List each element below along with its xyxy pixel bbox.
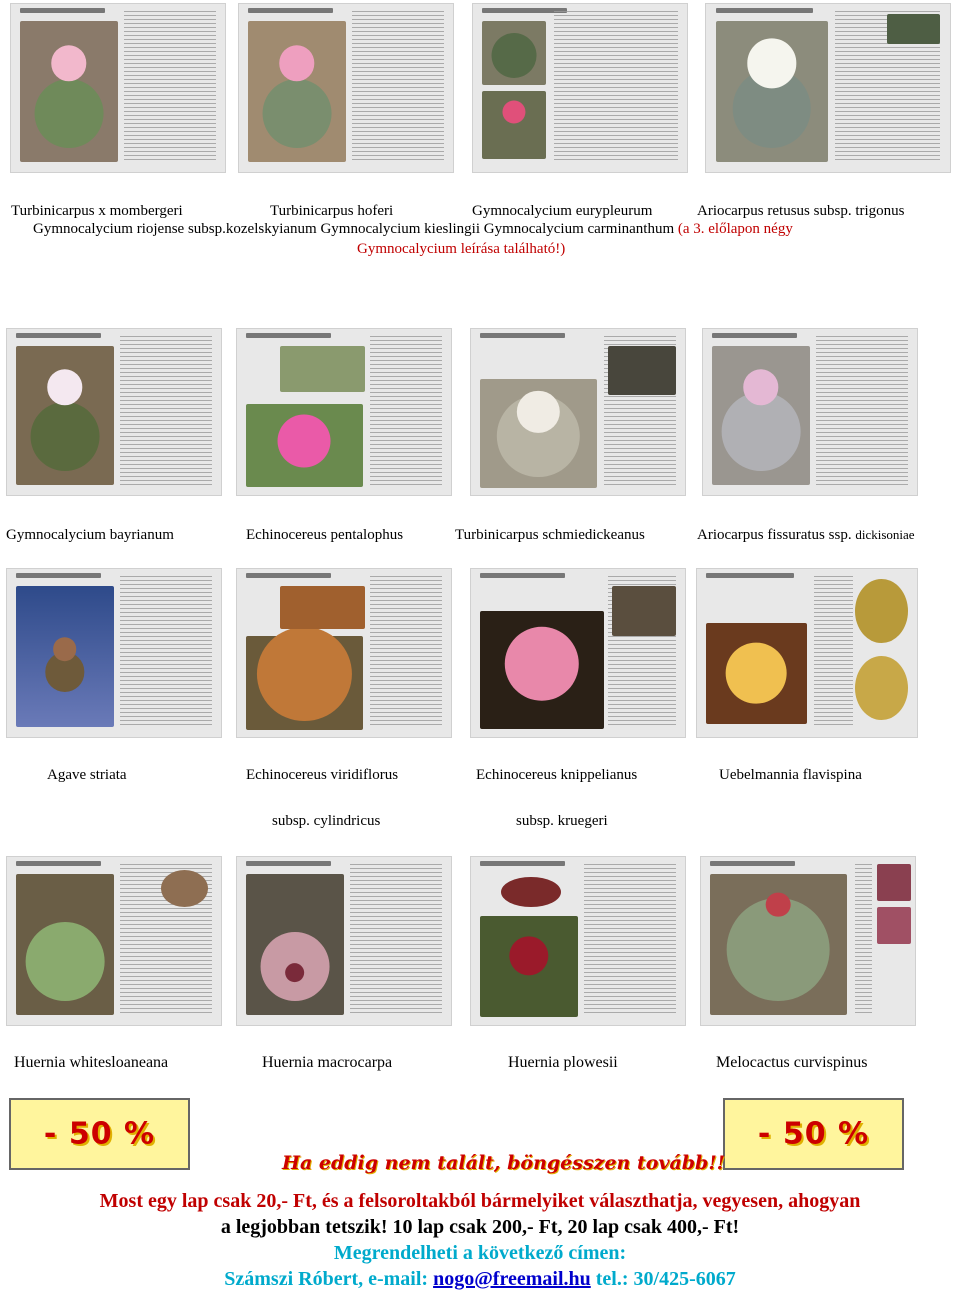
plant-card-agave-striata [6,568,222,738]
plant-card-ariocarpus-retusus [705,3,951,173]
caption: Uebelmannia flavispina [719,767,862,783]
plant-card-turbinicarpus-hoferi [238,3,454,173]
caption: Echinocereus pentalophus [246,527,404,543]
offer-line-2: a legjobban tetszik! 10 lap csak 200,- Ft, 20 lap csak 400,- Ft! [220,1216,740,1238]
caption: Turbinicarpus hoferi [270,203,394,219]
plant-card-gymnocalycium-bayrianum [6,328,222,496]
card-title-bar [20,8,106,13]
cactus-photo [482,91,546,158]
cactus-photo [480,611,604,729]
plant-card-turbinicarpus-schmiedickeanus [470,328,686,496]
plant-card-echinocereus-knippelianus [470,568,686,738]
cactus-photo [716,21,828,162]
cactus-photo [248,21,346,162]
plant-photo [246,874,344,1015]
note-text: Gymnocalycium leírása található!) [357,241,566,257]
caption: Huernia plowesii [508,1054,618,1071]
caption: Gymnocalycium bayrianum [6,527,174,543]
cactus-photo [712,346,810,485]
caption: subsp. cylindricus [272,813,381,829]
plant-photo [480,916,578,1017]
plant-photo [16,874,114,1015]
caption: Echinocereus viridiflorus [246,767,399,783]
caption: Turbinicarpus schmiedickeanus [455,527,645,543]
caption: Ariocarpus retusus subsp. trigonus [697,203,905,219]
caption: subsp. kruegeri [516,813,608,829]
phone-number: tel.: 30/425-6067 [595,1268,736,1290]
order-heading: Megrendelheti a következő címen: [333,1242,627,1264]
cactus-photo [706,623,807,724]
caption: Ariocarpus fissuratus ssp. [697,527,852,543]
caption: Turbinicarpus x mombergeri [11,203,183,219]
plant-card-huernia-macrocarpa [236,856,452,1026]
cactus-photo [16,346,114,485]
caption: Huernia macrocarpa [262,1054,393,1071]
plant-card-gymnocalycium-eurypleurum [472,3,688,173]
plant-card-uebelmannia-flavispina [696,568,918,738]
cactus-photo [710,874,847,1015]
cactus-photo [482,21,546,85]
plant-card-echinocereus-viridiflorus [236,568,452,738]
caption: Gymnocalycium eurypleurum [472,203,653,219]
email-link[interactable]: nogo@freemail.hu [433,1268,591,1290]
discount-badge-left: - 50 % [9,1098,190,1170]
caption: Echinocereus knippelianus [476,767,638,783]
cactus-photo [246,636,364,730]
caption: Melocactus curvispinus [716,1054,868,1071]
promo-slogan: Ha eddig nem talált, böngésszen tovább!! [282,1152,726,1174]
contact-name: Számszi Róbert, e-mail: [224,1268,429,1290]
caption: Agave striata [47,767,127,783]
discount-badge-right: - 50 % [723,1098,904,1170]
plant-card-echinocereus-pentalophus [236,328,452,496]
plant-photo [16,586,114,727]
contact-line [0,1266,960,1292]
cactus-photo [246,404,364,487]
caption: dickisoniae [855,527,915,542]
plant-card-turbinicarpus-mombergeri [10,3,226,173]
plant-card-huernia-whitesloaneana [6,856,222,1026]
plant-card-melocactus-curvispinus [700,856,916,1026]
description-text [124,11,216,162]
cactus-photo [20,21,118,162]
note-text: (a 3. előlapon négy [677,221,793,237]
plant-card-huernia-plowesii [470,856,686,1026]
caption: Gymnocalycium riojense subsp.kozelskyianum Gymnocalycium kieslingii Gymnocalycium carminanthum [33,221,675,237]
caption: Huernia whitesloaneana [14,1054,169,1071]
plant-card-ariocarpus-fissuratus [702,328,918,496]
offer-line-1: Most egy lap csak 20,- Ft, és a felsoroltakból bármelyiket választhatja, vegyesen, ahogyan [99,1190,861,1212]
cactus-photo [480,379,598,489]
